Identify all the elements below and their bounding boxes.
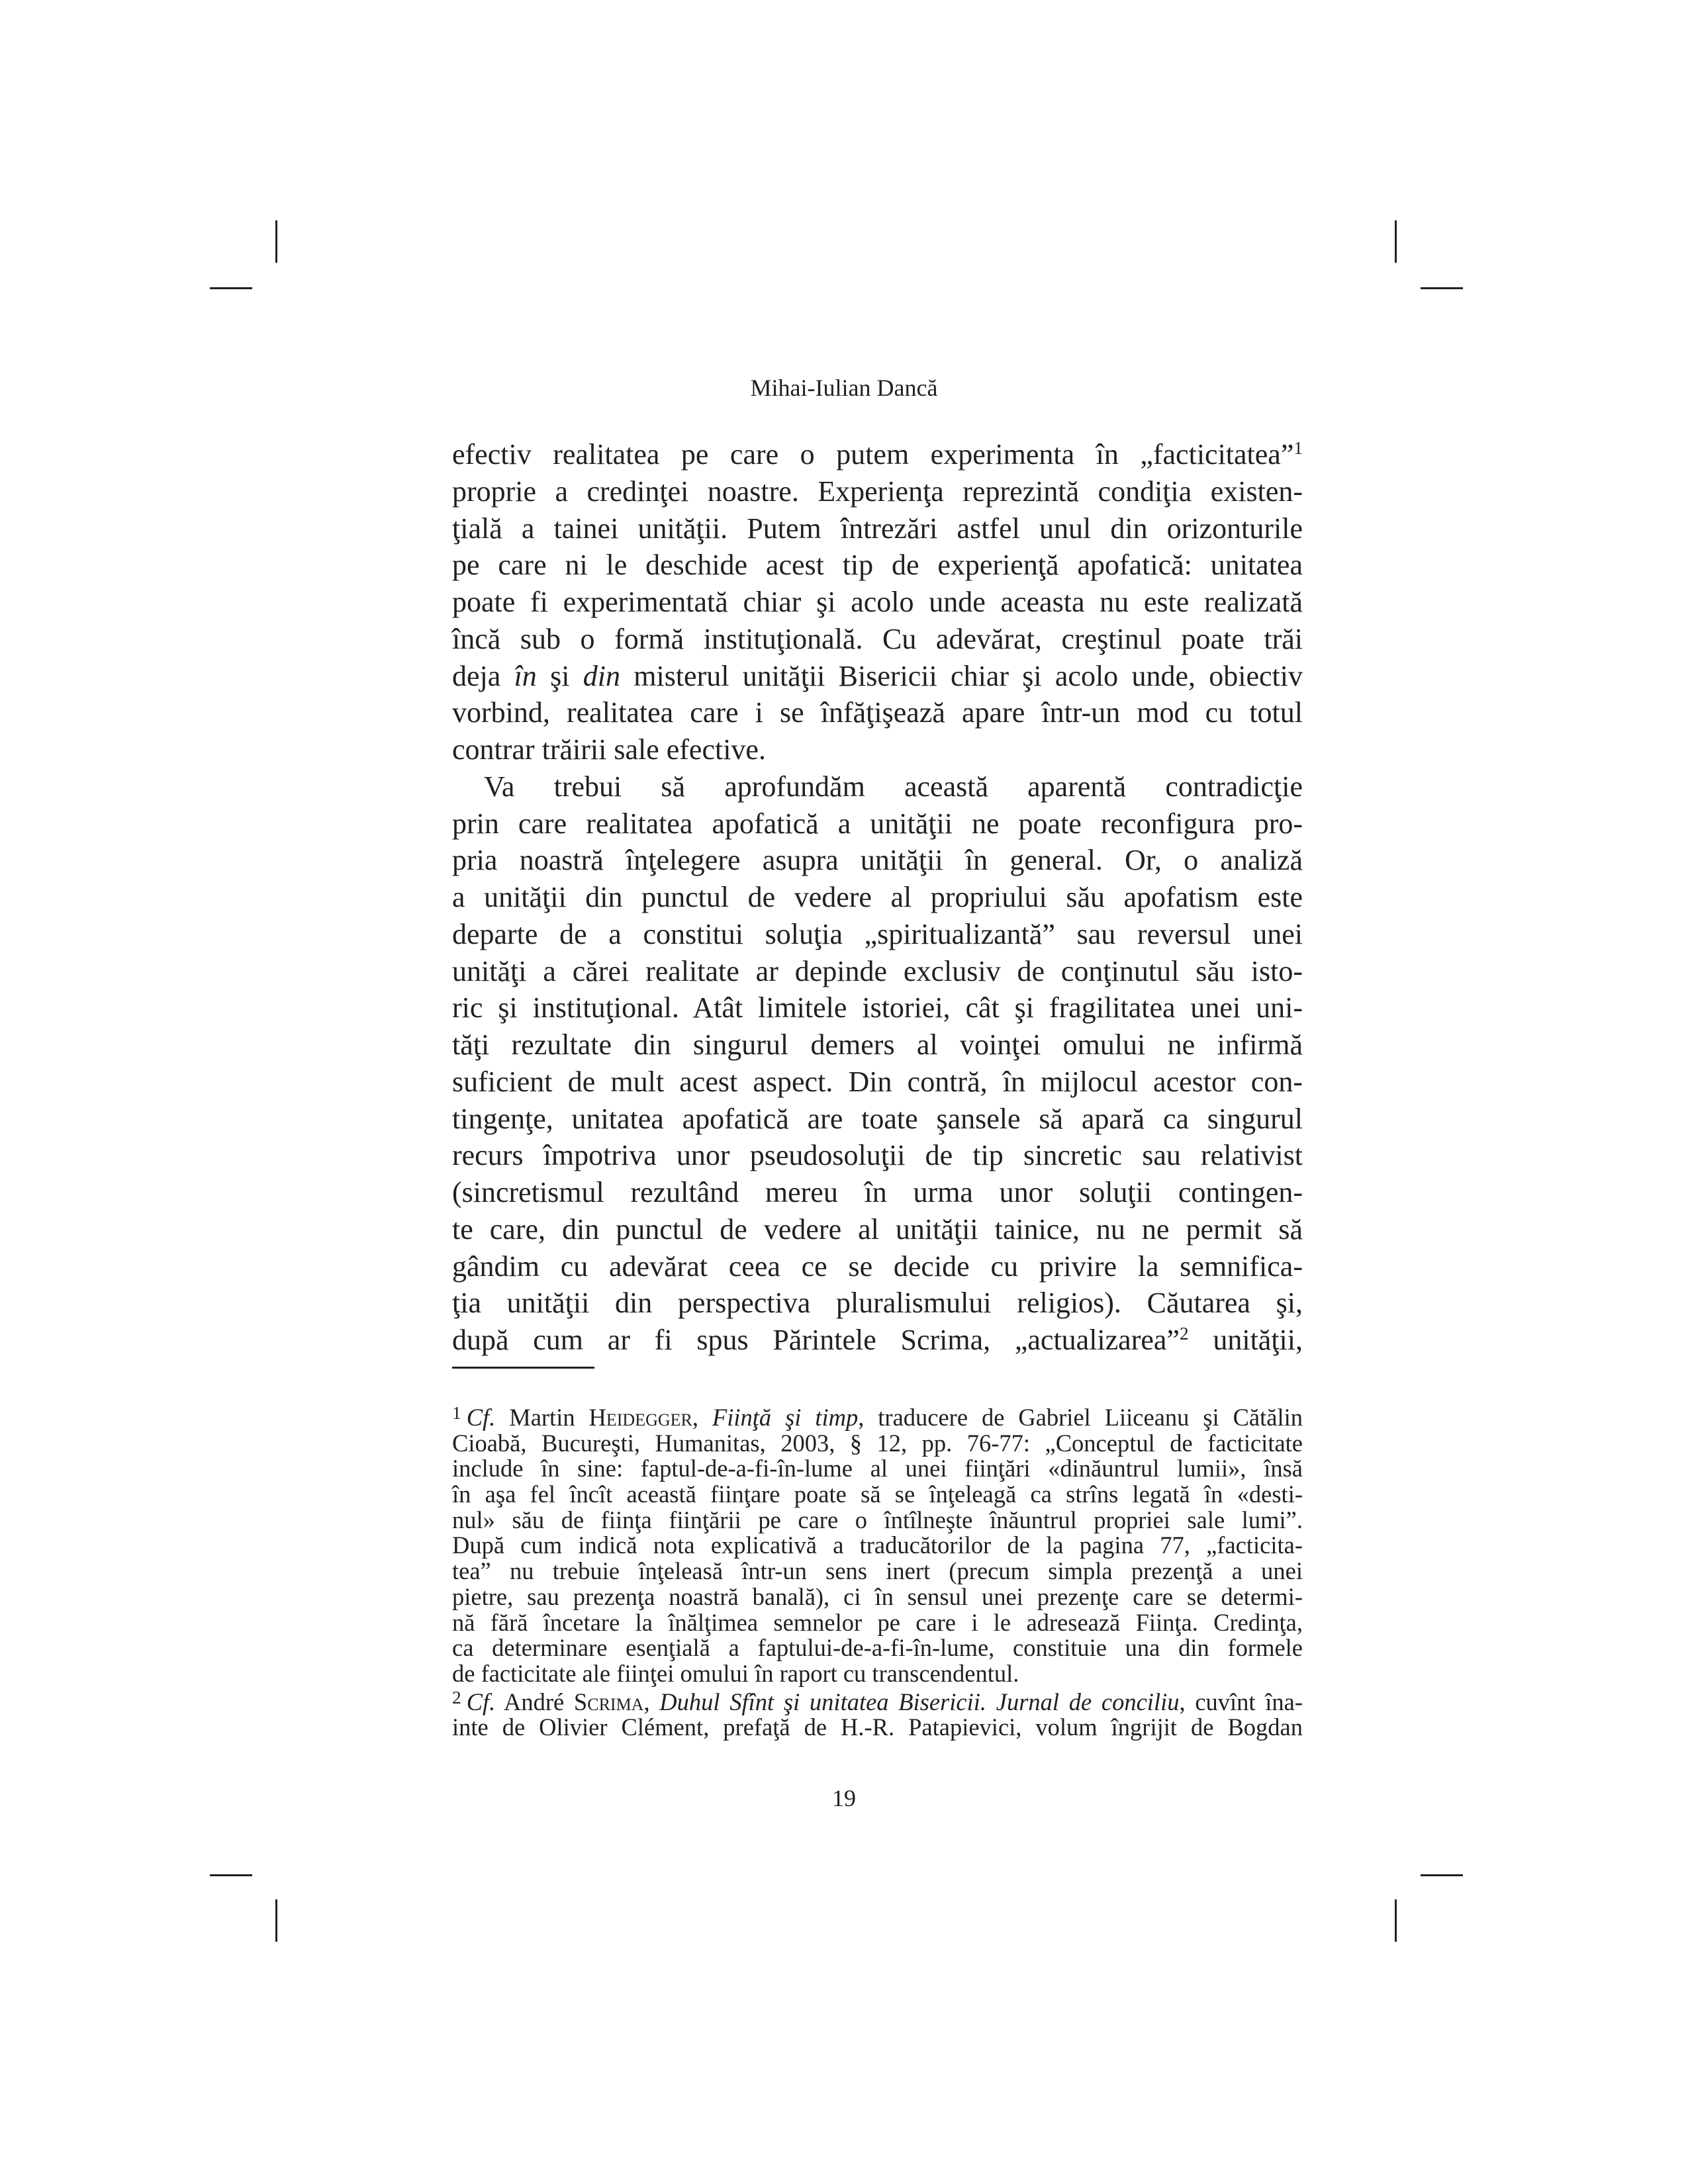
text-line [452,1064,1303,1101]
footnote-line [452,1431,1303,1457]
text-run: gândim cu adevărat ceea ce se decide cu privire la semnifica- [452,1250,1303,1283]
text-run: inte de Olivier Clément, prefaţă de H.-R. Patapievici, volum îngrijit de Bogdan [452,1713,1303,1741]
text-run: de facticitate ale fiinţei omului în raport cu transcendentul. [452,1659,1019,1687]
text-run: Va trebui să aprofundăm această aparentă contradicţie [484,770,1303,803]
text-run: Duhul Sfînt şi unitatea Bisericii. Jurnal de conciliu [659,1688,1180,1715]
text-run: , [643,1688,660,1715]
footnote-line [452,1405,1303,1431]
text-run: Heidegger [588,1404,692,1431]
text-line [452,1101,1303,1138]
crop-mark [1421,1874,1463,1876]
text-run: în aşa fel încît această fiinţare poate să se înţeleagă ca strîns legată în «desti- [452,1480,1303,1508]
text-run: după cum ar fi spus Părintele Scrima, „actualizarea” [452,1324,1180,1356]
text-run: a unităţii din punctul de vedere al propriului său apofatism este [452,881,1303,913]
footnote-reference: 2 [1179,1324,1189,1343]
text-line [452,842,1303,879]
footnote-line [452,1715,1303,1741]
text-run: Cioabă, Bucureşti, Humanitas, 2003, § 12, pp. 76-77: „Conceptul de facticitate [452,1429,1303,1457]
text-run: ric şi instituţional. Atât limitele istoriei, cât şi fragilitatea unei uni- [452,991,1303,1024]
body-text [452,436,1303,1359]
text-run: prin care realitatea apofatică a unităţii ne poate reconfigura pro- [452,807,1303,840]
text-run: ţială a tainei unităţii. Putem întrezări astfel unul din orizonturile [452,512,1303,545]
text-line [452,1137,1303,1174]
text-run: proprie a credinţei noastre. Experienţa reprezintă condiţia existen- [452,475,1303,508]
text-run: tăţi rezultate din singurul demers al voinţei omului ne infirmă [452,1028,1303,1061]
text-run: încă sub o formă instituţională. Cu adevărat, creştinul poate trăi [452,622,1303,655]
text-run: nă fără încetare la înălţimea semnelor pe care i le adresează Fiinţa. Credinţa, [452,1608,1303,1636]
text-run: (sincretismul rezultând mereu în urma unor soluţii contingen- [452,1176,1303,1208]
text-run: Fiinţă şi timp [712,1404,859,1431]
text-run: pe care ni le deschide acest tip de experienţă apofatică: unitatea [452,549,1303,582]
text-run: Cf. [466,1688,496,1715]
text-line [452,473,1303,510]
text-line [452,1322,1303,1359]
text-line [452,510,1303,547]
text-run: pria noastră înţelegere asupra unităţii în general. Or, o analiză [452,844,1303,877]
text-run: misterul unităţii Bisericii chiar şi acolo unde, obiectiv [620,659,1303,692]
text-line [452,694,1303,731]
text-run: unităţii, [1188,1324,1303,1356]
text-run: ţia unităţii din perspectiva pluralismului religios). Căutarea şi, [452,1287,1303,1320]
text-run: , traducere de Gabriel Liiceanu şi Cătălin [858,1404,1303,1431]
text-line [452,953,1303,990]
text-run: nul» său de fiinţa fiinţării pe care o întîlneşte înăuntrul propriei sale lumi”. [452,1506,1303,1533]
text-run: departe de a constitui soluţia „spiritualizantă” sau reversul unei [452,917,1303,950]
footnote-line [452,1482,1303,1508]
footnote-line [452,1533,1303,1559]
text-run: poate fi experimentată chiar şi acolo unde aceasta nu este realizată [452,586,1303,618]
text-line [452,1026,1303,1064]
text-run: efectiv realitatea pe care o putem experimenta în „facticitatea” [452,438,1294,471]
text-run: André [495,1688,574,1715]
text-line [452,1248,1303,1285]
crop-mark [275,1899,277,1942]
running-head-author: Mihai-Iulian Dancă [750,375,938,401]
text-run: suficient de mult acest aspect. Din contră, în mijlocul acestor con- [452,1065,1303,1098]
text-line [452,1285,1303,1322]
text-line [452,436,1303,473]
crop-mark [1395,1899,1397,1942]
text-run: ca determinare esenţială a faptului-de-a-fi-în-lume, constituie una din formele [452,1634,1303,1662]
text-line [452,879,1303,916]
crop-mark [1395,220,1397,263]
footnote-1 [452,1405,1303,1687]
text-line [452,916,1303,953]
text-line [452,768,1303,805]
footnote-line [452,1687,1303,1715]
text-line [452,731,1303,768]
footnote-line [452,1456,1303,1482]
text-run: şi [536,659,583,692]
footnote-2 [452,1687,1303,1741]
footnote-line [452,1635,1303,1661]
crop-mark [275,220,277,263]
footnote-line [452,1610,1303,1636]
text-run: în [514,659,537,692]
text-run: , [692,1404,712,1431]
text-run: Cf. [466,1404,496,1431]
footnote-separator [452,1367,594,1369]
crop-mark [210,287,252,289]
crop-mark [1421,287,1463,289]
page-number: 19 [832,1785,856,1811]
footnote-reference: 1 [1293,438,1303,458]
footnote-line [452,1661,1303,1687]
text-run: deja [452,659,514,692]
text-run: tingenţe, unitatea apofatică are toate şansele să apară ca singurul [452,1102,1303,1135]
text-run: unităţi a cărei realitate ar depinde exclusiv de conţinutul său isto- [452,954,1303,987]
text-run: contrar trăirii sale efective. [452,733,766,766]
text-run: tea” nu trebuie înţeleasă într-un sens inert (precum simpla prezenţă a unei [452,1557,1303,1585]
footnotes [452,1405,1303,1743]
text-run: include în sine: faptul-de-a-fi-în-lume al unei fiinţări «dinăuntrul lumii», însă [452,1455,1303,1482]
text-line [452,1174,1303,1211]
text-run: recurs împotriva unor pseudosoluţii de tip sincretic sau relativist [452,1139,1303,1172]
footnote-line [452,1559,1303,1584]
text-run: Scrima [573,1688,644,1715]
crop-mark [210,1874,252,1876]
text-line [452,584,1303,621]
text-run: vorbind, realitatea care i se înfăţişează apare într-un mod cu totul [452,696,1303,729]
text-line [452,658,1303,695]
text-run: pietre, sau prezenţa noastră banală), ci în sensul unei prezenţe care se determi- [452,1582,1303,1610]
text-line [452,1211,1303,1248]
text-line [452,805,1303,842]
text-run: din [583,659,620,692]
footnote-line [452,1508,1303,1533]
footnote-line [452,1584,1303,1610]
text-run: te care, din punctul de vedere al unităţii tainice, nu ne permit să [452,1212,1303,1246]
text-line [452,547,1303,584]
text-run: Martin [495,1404,589,1431]
footnote-number: 2 [452,1687,461,1707]
text-run: După cum indică nota explicativă a traducătorilor de la pagina 77, „facticita- [452,1531,1303,1559]
text-line [452,989,1303,1026]
footnote-number: 1 [452,1403,461,1424]
text-run: , cuvînt îna- [1179,1688,1303,1715]
text-line [452,621,1303,658]
